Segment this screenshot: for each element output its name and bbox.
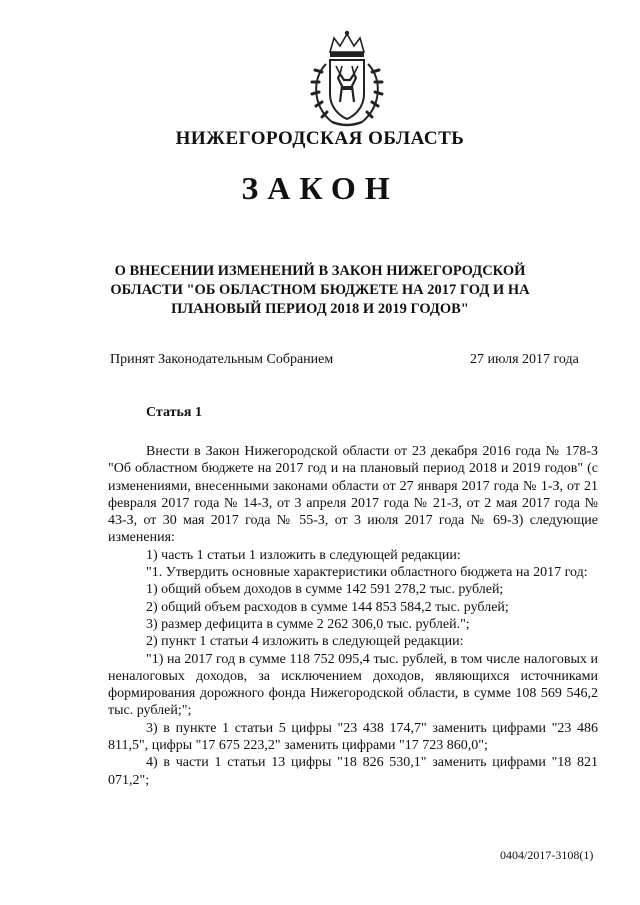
paragraph: 2) пункт 1 статьи 4 изложить в следующей редакции: — [146, 634, 464, 650]
paragraph: "1) на 2017 год в сумме 118 752 095,4 тыс. рублей, в том числе налоговых и неналоговых доходов, за исключением доходов, являющихся источниками формирования дорожного фонда Нижегородской области, в сумме 108 569 546,2 тыс. рублей;"; — [108, 651, 598, 719]
region-name: НИЖЕГОРОДСКАЯ ОБЛАСТЬ — [175, 128, 465, 149]
law-title-line: ОБЛАСТИ "ОБ ОБЛАСТНОМ БЮДЖЕТЕ НА 2017 ГОД И НА — [110, 282, 530, 298]
paragraph: "1. Утвердить основные характеристики областного бюджета на 2017 год: — [146, 565, 588, 581]
article-heading: Статья 1 — [146, 405, 202, 420]
coat-of-arms-icon — [302, 28, 392, 128]
paragraph: Внести в Закон Нижегородской области от 23 декабря 2016 года № 178-З "Об областном бюджете на 2017 год и на плановый период 2018 и 2019 годов" (с изменениями, внесенными законами области от 27 января 2017 года № 1-З, от 21 февраля 2017 года № 14-З, от 3 апреля 2017 года № 21-З, от 2 мая 2017 года № 43-З, от 30 мая 2017 года № 55-З, от 3 июля 2017 года № 69-З) следующие изменения: — [108, 444, 598, 546]
paragraph: 3) размер дефицита в сумме 2 262 306,0 тыс. рублей."; — [146, 616, 470, 632]
law-title-line: ПЛАНОВЫЙ ПЕРИОД 2018 И 2019 ГОДОВ" — [171, 301, 469, 317]
adopted-by: Принят Законодательным Собранием — [110, 352, 334, 367]
paragraph: 1) часть 1 статьи 1 изложить в следующей редакции: — [146, 547, 461, 563]
law-title-line: О ВНЕСЕНИИ ИЗМЕНЕНИЙ В ЗАКОН НИЖЕГОРОДСКОЙ — [114, 263, 526, 279]
paragraph: 3) в пункте 1 статьи 5 цифры "23 438 174,7" заменить цифрами "23 486 811,5", цифры "17 675 223,2" заменить цифрами "17 723 860,0"; — [108, 720, 598, 754]
document-type: ЗАКОН — [241, 170, 399, 206]
adoption-date: 27 июля 2017 года — [470, 352, 579, 367]
paragraph: 4) в части 1 статьи 13 цифры "18 826 530,1" заменить цифрами "18 821 071,2"; — [108, 755, 598, 788]
paragraph: 1) общий объем доходов в сумме 142 591 278,2 тыс. рублей; — [146, 582, 504, 598]
document-number: 0404/2017-3108(1) — [500, 848, 594, 862]
article-body — [108, 443, 598, 789]
paragraph: 2) общий объем расходов в сумме 144 853 584,2 тыс. рублей; — [146, 599, 509, 615]
law-title — [80, 262, 560, 319]
